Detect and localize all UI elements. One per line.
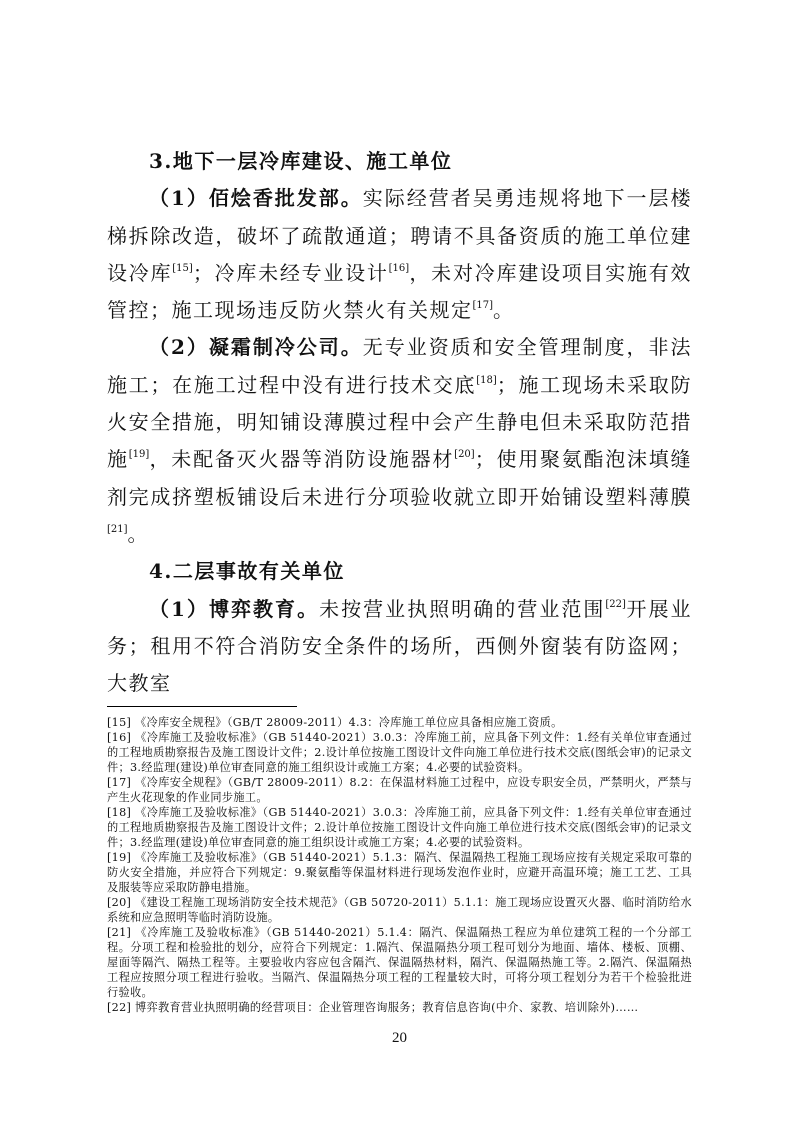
text: 实际经营者吴勇违规将地下一层楼梯拆除改造，破坏了疏散通道；聘请不具备资质的施工单位建设冷库: [107, 186, 693, 285]
text: ；使用聚氨酯泡沫填缝剂完成挤塑板铺设后未进行分项验收就立即开始铺设塑料薄膜: [107, 447, 693, 509]
run-in-heading: （1）博弈教育。: [149, 596, 320, 621]
page-number: 20: [392, 1030, 407, 1047]
footnote-ref[interactable]: [17]: [472, 300, 494, 312]
footnote-separator: [107, 706, 297, 707]
footnote-ref[interactable]: [19]: [128, 449, 150, 461]
footnote-18: [18] 《冷库施工及验收标准》（GB 51440-2021）3.0.3：冷库施工前，应具备下列文件：1.经有关单位审查通过的工程地质勘察报告及施工图设计文件；2.设计单位按施工图设计文件向施工单位进行技术交底(图纸会审)的记录文件；3.经监理(建设)单位审查同意的施工组织设计或施工方案；4.必要的试验资料。: [107, 806, 692, 850]
footnote-ref[interactable]: [18]: [476, 374, 497, 386]
text: 。: [127, 521, 150, 546]
paragraph-ningshuang: [107, 329, 692, 553]
run-in-heading: （2）凝霜制冷公司。: [149, 335, 363, 360]
footnote-21: [21] 《冷库施工及验收标准》（GB 51440-2021）5.1.4：隔汽、保温隔热工程应为单位建筑工程的一个分部工程。分项工程和检验批的划分，应符合下列规定：1.隔汽、保温隔热分项工程可划分为地面、墙体、楼板、顶棚、屋面等隔汽、隔热工程等。主要验收内容应包含隔汽、保温隔热材料，隔汽、保温隔热施工等。2.隔汽、保温隔热工程应按照分项工程进行验收。当隔汽、保温隔热分项工程的工程量较大时，可将分项工程划分为若干个检验批进行验收。: [107, 926, 692, 1000]
body-text: [107, 143, 692, 702]
paragraph-baihuixiang: [107, 180, 692, 329]
text: 开展业务；租用不符合消防安全条件的场所，西侧外窗装有防盗网；大教室: [107, 596, 693, 696]
text: ；冷库未经专业设计: [192, 260, 389, 285]
footnote-ref[interactable]: [22]: [605, 598, 626, 610]
footnote-22: [22] 博弈教育营业执照明确的经营项目：企业管理咨询服务；教育信息咨询(中介、家教、培训除外)……: [107, 1001, 639, 1015]
footnote-ref[interactable]: [20]: [454, 449, 475, 461]
text: ；施工现场未采取防火安全措施，明知铺设薄膜过程中会产生静电但未采取防范措施: [107, 372, 692, 472]
text: 无专业资质和安全管理制度，非法施工；在施工过程中没有进行技术交底: [107, 335, 693, 397]
page-content: [107, 143, 692, 1047]
text: 未按营业执照明确的营业范围: [319, 596, 606, 621]
text: ，未对冷库建设项目实施有效管控；施工现场违反防火禁火有关规定: [107, 260, 693, 323]
footnote-ref[interactable]: [16]: [388, 262, 410, 274]
footnote-19: [19] 《冷库施工及验收标准》（GB 51440-2021）5.1.3：隔汽、保温隔热工程施工现场应按有关规定采取可靠的防火安全措施，并应符合下列规定：9.聚氨酯等保温材料进行现场发泡作业时，应避开高温环境；施工工艺、工具及服装等应采取防静电措施。: [107, 851, 692, 895]
footnote-15: [15] 《冷库安全规程》（GB/T 28009-2011）4.3：冷库施工单位应具备相应施工资质。: [107, 716, 563, 730]
text: 。: [493, 298, 515, 323]
footnote-ref[interactable]: [21]: [107, 523, 128, 535]
text: ，未配备灭火器等消防设施器材: [149, 447, 455, 472]
footnote-16: [16] 《冷库施工及验收标准》（GB 51440-2021）3.0.3：冷库施工前，应具备下列文件：1.经有关单位审查通过的工程地质勘察报告及施工图设计文件；2.设计单位按施工图设计文件向施工单位进行技术交底(图纸会审)的记录文件；3.经监理(建设)单位审查同意的施工组织设计或施工方案；4.必要的试验资料。: [107, 731, 692, 775]
section-heading-4: 4.二层事故有关单位: [149, 559, 345, 584]
footnote-20: [20] 《建设工程施工现场消防安全技术规范》（GB 50720-2011）5.1.1：施工现场应设置灭火器、临时消防给水系统和应急照明等临时消防设施。: [107, 896, 692, 925]
footnote-ref[interactable]: [15]: [172, 262, 193, 274]
section-heading-3: 3.地下一层冷库建设、施工单位: [149, 149, 453, 173]
footnote-17: [17] 《冷库安全规程》（GB/T 28009-2011）8.2：在保温材料施工过程中，应设专职安全员，严禁明火，严禁与产生火花现象的作业同步施工。: [107, 776, 692, 805]
footnotes: [107, 715, 692, 1015]
run-in-heading: （1）佰烩香批发部。: [149, 186, 363, 211]
paragraph-boyi: [107, 591, 692, 703]
